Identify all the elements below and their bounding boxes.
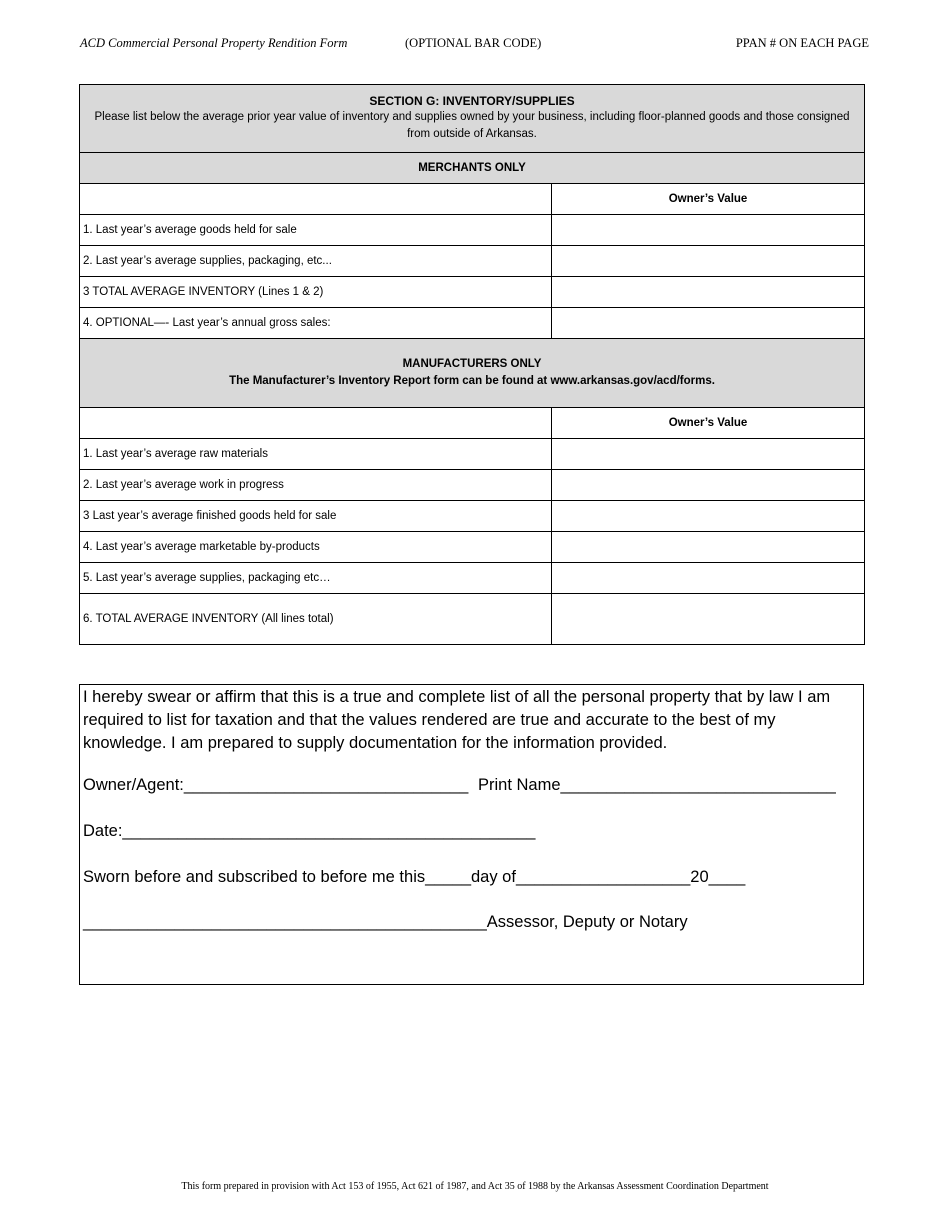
table-row xyxy=(80,594,865,645)
table-row xyxy=(80,215,865,246)
merchants-value-header: Owner’s Value xyxy=(552,184,865,215)
inventory-table xyxy=(79,84,865,645)
manufacturers-row-label: 6. TOTAL AVERAGE INVENTORY (All lines total) xyxy=(80,594,552,645)
merchants-value-field[interactable] xyxy=(552,246,865,277)
merchants-value-field[interactable] xyxy=(552,308,865,339)
merchants-row-label: 2. Last year’s average supplies, packaging, etc... xyxy=(80,246,552,277)
owner-agent-signature-line[interactable]: Owner/Agent:_______________________________ xyxy=(83,776,469,794)
manufacturers-row-label: 5. Last year’s average supplies, packaging etc… xyxy=(80,563,552,594)
manufacturers-value-field[interactable] xyxy=(552,470,865,501)
manufacturers-value-field[interactable] xyxy=(552,594,865,645)
manufacturers-header xyxy=(80,339,865,408)
section-g-header xyxy=(80,85,865,153)
date-line[interactable]: Date:_____________________________________________ xyxy=(83,822,536,840)
merchants-row-label: 4. OPTIONAL—- Last year’s annual gross sales: xyxy=(80,308,552,339)
manufacturers-row-label: 1. Last year’s average raw materials xyxy=(80,439,552,470)
affirmation-box xyxy=(79,684,864,985)
merchants-value-field[interactable] xyxy=(552,215,865,246)
manufacturers-value-field[interactable] xyxy=(552,501,865,532)
merchants-label-header xyxy=(80,184,552,215)
section-g-description: Please list below the average prior year value of inventory and supplies owned by your business, including floor-planned goods and those consigned from outside of Arkansas. xyxy=(94,111,850,140)
print-name-line[interactable]: Print Name______________________________ xyxy=(478,776,836,794)
manufacturers-value-field[interactable] xyxy=(552,563,865,594)
assessor-signature-line[interactable]: ____________________________________________Assessor, Deputy or Notary xyxy=(83,913,688,931)
manufacturers-row-label: 4. Last year’s average marketable by-products xyxy=(80,532,552,563)
ppan-note: PPAN # ON EACH PAGE xyxy=(735,36,869,50)
merchants-title-row xyxy=(80,153,865,184)
affirmation-text: I hereby swear or affirm that this is a true and complete list of all the personal property that by law I am required to list for taxation and that the values rendered are true and accurate to the best of my knowledge. I am prepared to supply documentation for the information provided. xyxy=(83,688,831,752)
section-g-header-row xyxy=(80,85,865,153)
merchants-row-label: 1. Last year’s average goods held for sale xyxy=(80,215,552,246)
manufacturers-value-header-row xyxy=(80,408,865,439)
manufacturers-value-field[interactable] xyxy=(552,532,865,563)
manufacturers-row-label: 3 Last year’s average finished goods held for sale xyxy=(80,501,552,532)
table-row xyxy=(80,501,865,532)
merchants-row-label: 3 TOTAL AVERAGE INVENTORY (Lines 1 & 2) xyxy=(80,277,552,308)
merchants-value-header-row xyxy=(80,184,865,215)
manufacturers-header-row xyxy=(80,339,865,408)
table-row xyxy=(80,246,865,277)
optional-bar-code: (OPTIONAL BAR CODE) xyxy=(405,36,542,50)
form-name: ACD Commercial Personal Property Rendition Form xyxy=(80,36,348,50)
merchants-value-field[interactable] xyxy=(552,277,865,308)
manufacturers-title: MANUFACTURERS ONLY xyxy=(402,358,542,370)
table-row xyxy=(80,563,865,594)
table-row xyxy=(80,470,865,501)
footer-note: This form prepared in provision with Act 153 of 1955, Act 621 of 1987, and Act 35 of 1988 by the Arkansas Assessment Coordination Department xyxy=(181,1181,769,1192)
manufacturers-label-header xyxy=(80,408,552,439)
table-row xyxy=(80,308,865,339)
manufacturers-value-field[interactable] xyxy=(552,439,865,470)
manufacturers-value-header: Owner’s Value xyxy=(552,408,865,439)
table-row xyxy=(80,277,865,308)
manufacturers-row-label: 2. Last year’s average work in progress xyxy=(80,470,552,501)
merchants-title: MERCHANTS ONLY xyxy=(80,153,865,184)
table-row xyxy=(80,532,865,563)
section-g-title: SECTION G: INVENTORY/SUPPLIES xyxy=(369,94,575,108)
manufacturers-note: The Manufacturer’s Inventory Report form can be found at www.arkansas.gov/acd/forms. xyxy=(229,375,715,387)
table-row xyxy=(80,439,865,470)
sworn-statement-line[interactable]: Sworn before and subscribed to before me this_____day of___________________20____ xyxy=(83,868,746,886)
